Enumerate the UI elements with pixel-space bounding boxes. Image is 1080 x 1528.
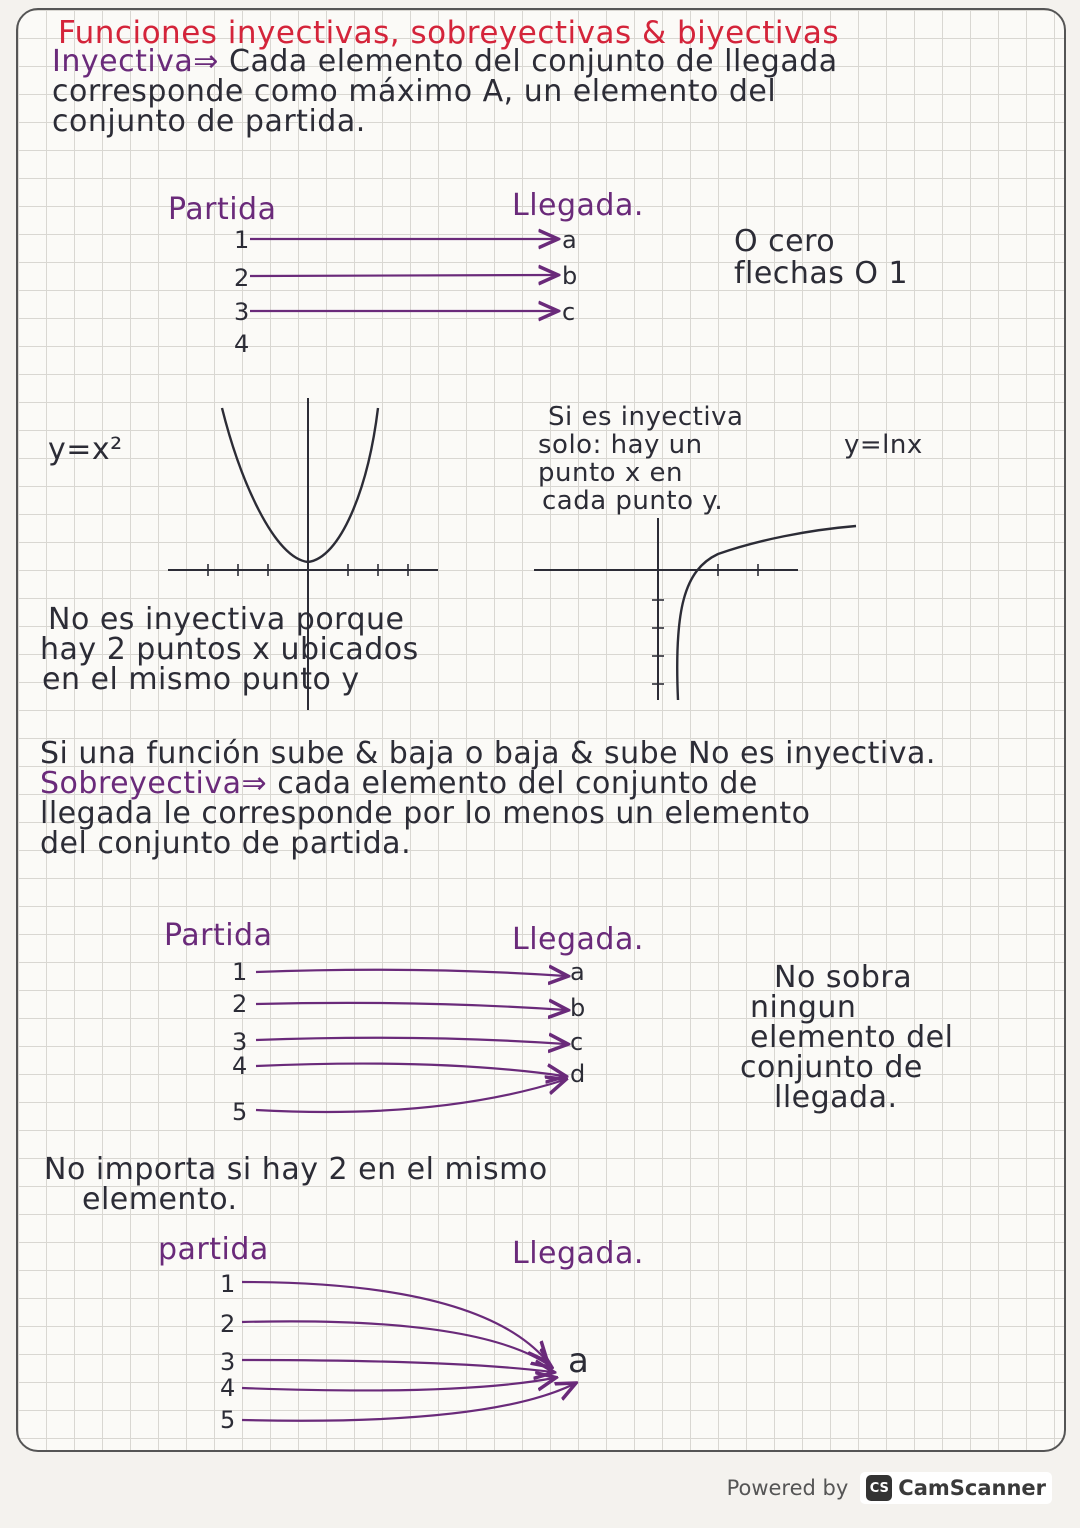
diagram1-domain-3: 3 <box>234 298 250 326</box>
camscanner-footer <box>727 1472 1052 1504</box>
arrow-5-d <box>256 1080 564 1112</box>
si-es-line2: solo: hay un <box>538 430 703 460</box>
diagram1-codomain-b: b <box>562 262 578 290</box>
diagram3-domain-3: 3 <box>220 1348 236 1376</box>
no-es-line2: hay 2 puntos x ubicados <box>40 632 419 667</box>
diagram2-note-line3: elemento del <box>750 1020 954 1055</box>
diagram2-domain-2: 2 <box>232 990 248 1018</box>
diagram1-note-line2: flechas O 1 <box>734 256 909 291</box>
diagram3-domain-1: 1 <box>220 1270 236 1298</box>
diagram1-domain-2: 2 <box>234 264 250 292</box>
diagram2-domain-3: 3 <box>232 1028 248 1056</box>
diagram3-arrows <box>242 1282 574 1421</box>
inyectiva-term: Inyectiva⇒ <box>52 44 219 79</box>
no-es-line1: No es inyectiva porque <box>48 602 405 637</box>
diagram3-domain-5: 5 <box>220 1406 236 1434</box>
diagram1-codomain-a: a <box>562 226 577 254</box>
diagram2-codomain-c: c <box>570 1028 584 1056</box>
drawings-layer <box>18 10 1064 1450</box>
diagram2-note-line2: ningun <box>750 990 857 1025</box>
diagram3-codomain-a: a <box>568 1341 590 1381</box>
ln-curve <box>677 526 856 700</box>
diagram1-arrows <box>250 239 556 311</box>
arrow-2-b <box>256 1003 566 1010</box>
diagram1-codomain-c: c <box>562 298 576 326</box>
sobreyectiva-term: Sobreyectiva⇒ <box>40 766 268 801</box>
no-es-line3: en el mismo punto y <box>42 662 360 697</box>
diagram1-domain-4: 4 <box>234 330 250 358</box>
sobreyectiva-definition-line2: llegada le corresponde por lo menos un elemento <box>40 796 811 831</box>
camscanner-logo-icon: CS <box>866 1475 892 1501</box>
arrow-2-b <box>250 275 556 276</box>
sobreyectiva-definition-text: cada elemento del conjunto de <box>277 766 758 801</box>
diagram3-domain-4: 4 <box>220 1374 236 1402</box>
ln-equation: y=lnx <box>844 430 923 460</box>
diagram2-domain-1: 1 <box>232 958 248 986</box>
sobreyectiva-definition-line3: del conjunto de partida. <box>40 826 412 861</box>
diagram1-domain-1: 1 <box>234 226 250 254</box>
si-es-line3: punto x en <box>538 458 683 488</box>
diagram2-codomain-b: b <box>570 994 586 1022</box>
inyectiva-definition-line2: corresponde como máximo A, un elemento del <box>52 74 777 109</box>
diagram1-llegada-label: Llegada. <box>512 188 644 223</box>
arrow-3-a <box>242 1360 552 1372</box>
ln-graph <box>534 518 856 700</box>
si-es-line1: Si es inyectiva <box>548 402 744 432</box>
inyectiva-rule: Si una función sube & baja o baja & sube No es inyectiva. <box>40 736 936 771</box>
diagram2-note-line1: No sobra <box>774 960 913 995</box>
inyectiva-definition-line3: conjunto de partida. <box>52 104 366 139</box>
diagram2-arrows <box>256 970 566 1112</box>
diagram3-domain-2: 2 <box>220 1310 236 1338</box>
camscanner-badge <box>860 1472 1052 1504</box>
diagram3-partida-label: partida <box>158 1232 269 1267</box>
parabola-graph <box>168 398 438 710</box>
parabola-curve <box>222 408 378 562</box>
arrow-4-d <box>256 1064 564 1076</box>
arrow-3-c <box>256 1038 566 1044</box>
diagram2-note-line5: llegada. <box>774 1080 898 1115</box>
ln-ticks <box>652 564 758 684</box>
no-importa-line1: No importa si hay 2 en el mismo <box>44 1152 548 1187</box>
no-importa-line2: elemento. <box>82 1182 238 1217</box>
inyectiva-definition-text: Cada elemento del conjunto de llegada <box>229 44 838 79</box>
notebook-page <box>16 8 1066 1452</box>
diagram2-domain-4: 4 <box>232 1052 248 1080</box>
powered-by-text: Powered by <box>726 1476 849 1500</box>
diagram1-partida-label: Partida <box>168 192 277 227</box>
diagram3-llegada-label: Llegada. <box>512 1236 644 1271</box>
arrow-4-a <box>242 1378 554 1390</box>
diagram2-note-line4: conjunto de <box>740 1050 923 1085</box>
parabola-equation: y=x² <box>48 432 123 467</box>
arrow-1-a <box>256 970 566 976</box>
si-es-line4: cada punto y. <box>542 486 724 516</box>
page-title: Funciones inyectivas, sobreyectivas & biyectivas <box>58 15 840 51</box>
diagram2-codomain-d: d <box>570 1060 586 1088</box>
camscanner-brand: CamScanner <box>898 1476 1046 1500</box>
diagram2-domain-5: 5 <box>232 1098 248 1126</box>
diagram1-note-line1: O cero <box>734 224 836 259</box>
diagram2-codomain-a: a <box>570 958 585 986</box>
diagram2-llegada-label: Llegada. <box>512 922 644 957</box>
diagram2-partida-label: Partida <box>164 918 273 953</box>
